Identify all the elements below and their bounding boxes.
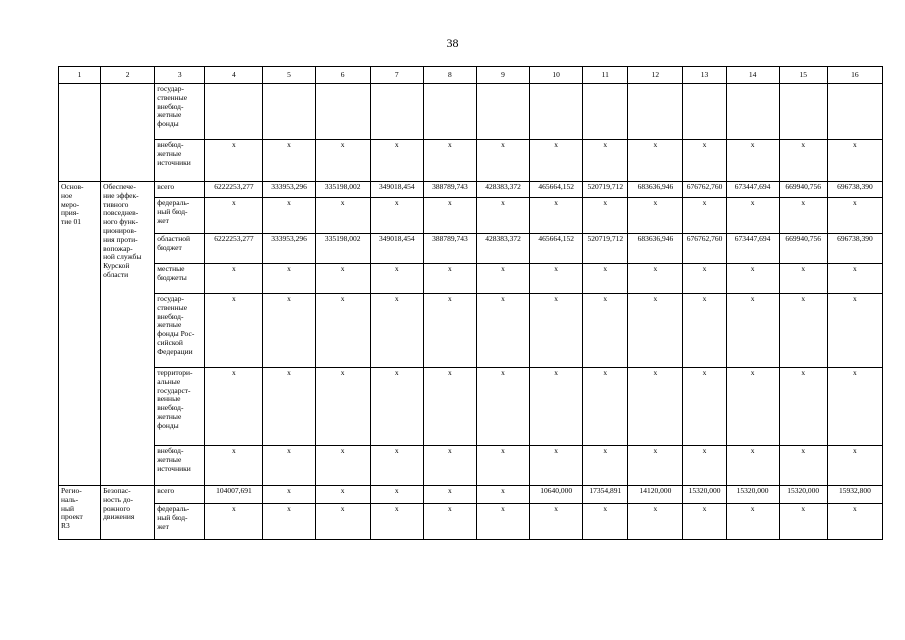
- table-cell: x: [423, 198, 476, 234]
- column-header: 12: [628, 67, 683, 84]
- table-cell: x: [370, 368, 423, 446]
- table-cell: x: [583, 446, 628, 486]
- table-cell: x: [315, 368, 370, 446]
- column-header: 5: [263, 67, 315, 84]
- table-cell: x: [628, 140, 683, 182]
- table-cell: 17354,891: [583, 486, 628, 504]
- table-cell: [530, 84, 583, 140]
- table-cell: x: [628, 504, 683, 540]
- table-cell: x: [628, 264, 683, 294]
- table-cell: x: [779, 504, 827, 540]
- table-cell: x: [583, 264, 628, 294]
- table-cell: x: [423, 368, 476, 446]
- table-cell: x: [779, 140, 827, 182]
- column-header: 16: [827, 67, 882, 84]
- column-header: 6: [315, 67, 370, 84]
- table-cell: x: [726, 446, 779, 486]
- table-cell: x: [263, 504, 315, 540]
- table-row: [59, 264, 883, 294]
- table-cell: x: [205, 504, 263, 540]
- table-cell: x: [370, 294, 423, 368]
- table-cell: x: [779, 368, 827, 446]
- column-header: 2: [101, 67, 155, 84]
- table-cell: 15320,000: [683, 486, 726, 504]
- table-cell: x: [263, 198, 315, 234]
- table-cell: x: [263, 486, 315, 504]
- table-cell: x: [476, 504, 529, 540]
- column-header: 11: [583, 67, 628, 84]
- table-cell: x: [726, 368, 779, 446]
- table-cell: 676762,760: [683, 182, 726, 198]
- table-cell: x: [683, 368, 726, 446]
- table-cell: x: [263, 294, 315, 368]
- column-header: 1: [59, 67, 101, 84]
- table-cell: x: [628, 294, 683, 368]
- table-cell: [628, 84, 683, 140]
- column-header: 3: [155, 67, 205, 84]
- table-cell: x: [583, 140, 628, 182]
- table-cell: 333953,296: [263, 234, 315, 264]
- table-cell: x: [263, 368, 315, 446]
- table-cell: 335198,002: [315, 234, 370, 264]
- table-cell: x: [476, 294, 529, 368]
- table-cell: x: [827, 140, 882, 182]
- measure-code: Основ- ное меро- прия- тие 01: [59, 182, 101, 486]
- table-cell: 428383,372: [476, 182, 529, 198]
- table-cell: x: [423, 504, 476, 540]
- table-cell: 15932,800: [827, 486, 882, 504]
- table-cell: 676762,760: [683, 234, 726, 264]
- table-cell: x: [315, 486, 370, 504]
- table-cell: 673447,694: [726, 234, 779, 264]
- table-cell: x: [315, 140, 370, 182]
- table-cell: x: [583, 368, 628, 446]
- table-cell: 349018,454: [370, 182, 423, 198]
- table-cell: [583, 84, 628, 140]
- table-cell: x: [370, 504, 423, 540]
- table-cell: x: [683, 504, 726, 540]
- table-cell: [827, 84, 882, 140]
- table-cell: 696738,390: [827, 182, 882, 198]
- table-cell: 333953,296: [263, 182, 315, 198]
- table-cell: [683, 84, 726, 140]
- table-cell: x: [315, 294, 370, 368]
- table-cell: 465664,152: [530, 182, 583, 198]
- table-cell: x: [683, 294, 726, 368]
- table-cell: 15320,000: [779, 486, 827, 504]
- table-row: [59, 446, 883, 486]
- table-cell: x: [476, 446, 529, 486]
- column-header: 9: [476, 67, 529, 84]
- table-cell: 104007,691: [205, 486, 263, 504]
- table-cell: 335198,002: [315, 182, 370, 198]
- table-cell: x: [726, 294, 779, 368]
- column-header: 7: [370, 67, 423, 84]
- column-header: 13: [683, 67, 726, 84]
- table-cell: 349018,454: [370, 234, 423, 264]
- budget-table: [58, 66, 883, 540]
- project-code: Регио- наль- ный проект R3: [59, 486, 101, 540]
- table-cell: x: [370, 198, 423, 234]
- table-cell: x: [530, 368, 583, 446]
- table-row: [59, 368, 883, 446]
- table-cell: x: [423, 446, 476, 486]
- table-cell: x: [205, 446, 263, 486]
- table-cell: x: [205, 368, 263, 446]
- row-label: местные бюджеты: [155, 264, 205, 294]
- table-cell: x: [205, 198, 263, 234]
- table-cell: x: [683, 198, 726, 234]
- row-label: государ- ственные внебюд- жетные фонды: [155, 84, 205, 140]
- table-cell: x: [628, 368, 683, 446]
- table-cell: x: [530, 294, 583, 368]
- table-row: [59, 84, 883, 140]
- table-cell: 388789,743: [423, 182, 476, 198]
- table-cell: x: [827, 504, 882, 540]
- table-cell: x: [779, 198, 827, 234]
- table-cell: x: [423, 264, 476, 294]
- table-cell: 15320,000: [726, 486, 779, 504]
- table-cell: x: [205, 264, 263, 294]
- table-cell: x: [779, 264, 827, 294]
- table-cell: x: [476, 368, 529, 446]
- table-cell: x: [315, 504, 370, 540]
- table-cell: x: [583, 198, 628, 234]
- column-header: 15: [779, 67, 827, 84]
- table-cell: x: [583, 504, 628, 540]
- table-cell: 683636,946: [628, 182, 683, 198]
- table-cell: 6222253,277: [205, 182, 263, 198]
- table-row: [59, 234, 883, 264]
- table-row: [59, 182, 883, 198]
- table-cell: [205, 84, 263, 140]
- table-cell: x: [423, 486, 476, 504]
- table-cell: 683636,946: [628, 234, 683, 264]
- table-cell: 696738,390: [827, 234, 882, 264]
- table-cell: 428383,372: [476, 234, 529, 264]
- table-cell: 14120,000: [628, 486, 683, 504]
- table-cell: 465664,152: [530, 234, 583, 264]
- row-label: областной бюджет: [155, 234, 205, 264]
- table-cell: 669940,756: [779, 182, 827, 198]
- cont-cell-2: [101, 84, 155, 182]
- row-label: всего: [155, 182, 205, 198]
- table-cell: x: [423, 140, 476, 182]
- table-cell: x: [779, 446, 827, 486]
- table-cell: 520719,712: [583, 182, 628, 198]
- page-number: 38: [446, 36, 459, 50]
- table-cell: x: [530, 264, 583, 294]
- table-header-row: [59, 67, 883, 84]
- table-cell: [779, 84, 827, 140]
- table-cell: x: [370, 446, 423, 486]
- table-cell: 520719,712: [583, 234, 628, 264]
- table-cell: 669940,756: [779, 234, 827, 264]
- table-cell: x: [263, 140, 315, 182]
- table-cell: [423, 84, 476, 140]
- column-header: 10: [530, 67, 583, 84]
- table-cell: x: [476, 486, 529, 504]
- table-row: [59, 504, 883, 540]
- table-cell: [315, 84, 370, 140]
- row-label: внебюд- жетные источники: [155, 446, 205, 486]
- table-cell: x: [583, 294, 628, 368]
- table-cell: x: [315, 198, 370, 234]
- table-cell: x: [726, 504, 779, 540]
- table-cell: x: [423, 294, 476, 368]
- table-cell: x: [628, 198, 683, 234]
- table-row: [59, 140, 883, 182]
- table-cell: x: [370, 140, 423, 182]
- row-label: федераль- ный бюд- жет: [155, 198, 205, 234]
- table-cell: 6222253,277: [205, 234, 263, 264]
- table-cell: x: [530, 446, 583, 486]
- table-cell: x: [205, 140, 263, 182]
- table-cell: 10640,000: [530, 486, 583, 504]
- table-row: [59, 198, 883, 234]
- table-cell: [370, 84, 423, 140]
- table-cell: x: [476, 140, 529, 182]
- table-cell: x: [827, 198, 882, 234]
- table-cell: 388789,743: [423, 234, 476, 264]
- table-cell: x: [683, 264, 726, 294]
- table-cell: x: [476, 264, 529, 294]
- table-cell: x: [726, 140, 779, 182]
- table-cell: [726, 84, 779, 140]
- table-cell: x: [476, 198, 529, 234]
- table-cell: x: [370, 264, 423, 294]
- table-cell: x: [315, 446, 370, 486]
- table-cell: x: [530, 198, 583, 234]
- measure-name: Обеспече- ние эффек- тивного повседнев- ного функ- циониров- ния проти- вопожар- ной службы Курской области: [101, 182, 155, 486]
- table-cell: x: [827, 446, 882, 486]
- table-cell: x: [315, 264, 370, 294]
- table-cell: x: [263, 446, 315, 486]
- table-cell: x: [628, 446, 683, 486]
- table-cell: x: [827, 294, 882, 368]
- table-cell: x: [530, 140, 583, 182]
- column-header: 8: [423, 67, 476, 84]
- table-cell: x: [827, 368, 882, 446]
- row-label: государ- ственные внебюд- жетные фонды Рос- сийской Федерации: [155, 294, 205, 368]
- table-cell: [263, 84, 315, 140]
- column-header: 14: [726, 67, 779, 84]
- row-label: внебюд- жетные источники: [155, 140, 205, 182]
- table-cell: x: [726, 264, 779, 294]
- row-label: федераль- ный бюд- жет: [155, 504, 205, 540]
- table-cell: x: [683, 140, 726, 182]
- table-row: [59, 486, 883, 504]
- table-cell: x: [726, 198, 779, 234]
- table-cell: x: [263, 264, 315, 294]
- table-cell: x: [205, 294, 263, 368]
- table-cell: x: [683, 446, 726, 486]
- row-label: территори- альные государст- венные внебюд- жетные фонды: [155, 368, 205, 446]
- table-cell: x: [530, 504, 583, 540]
- table-cell: [476, 84, 529, 140]
- project-name: Безопас- ность до- рожного движения: [101, 486, 155, 540]
- column-header: 4: [205, 67, 263, 84]
- table-cell: x: [779, 294, 827, 368]
- row-label: всего: [155, 486, 205, 504]
- table-cell: 673447,694: [726, 182, 779, 198]
- table-cell: x: [370, 486, 423, 504]
- table-row: [59, 294, 883, 368]
- cont-cell-1: [59, 84, 101, 182]
- table-cell: x: [827, 264, 882, 294]
